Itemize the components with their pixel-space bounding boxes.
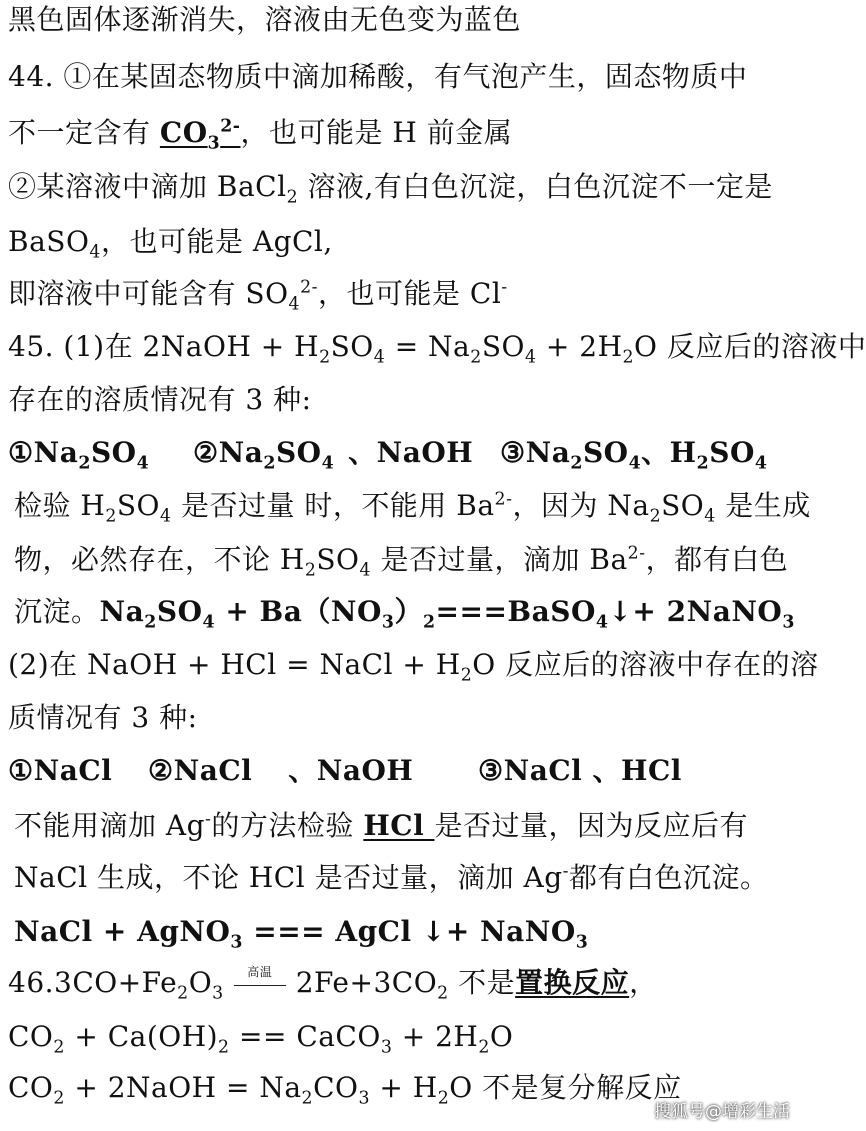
line-text: 黑色固体逐渐消失，溶液由无色变为蓝色 xyxy=(8,3,522,36)
line-text: 45. (1)在 2NaOH + H xyxy=(8,330,320,363)
line-text: ②某溶液中滴加 BaCl xyxy=(8,170,287,203)
text-line-44-part2-end: 即溶液中可能含有 $SO_4^{2-}$，也可能是 Cl- xyxy=(8,277,508,315)
line-text: 44. ①在某固态物质中滴加稀酸，有气泡产生，固态物质中 xyxy=(8,60,748,93)
text-line-45-hcl-test-cont: NaCl 生成，不论 HCl 是否过量，滴加 Ag-都有白色沉淀。 xyxy=(14,861,769,894)
line-text: ，也可能是 Cl xyxy=(318,277,502,310)
solute-case-3: $③Na_2SO_4$、$H_2SO_4$ xyxy=(500,436,768,474)
text-line-44-part1 xyxy=(8,57,747,97)
line-text: 质情况有 3 种: xyxy=(8,701,198,734)
watermark: 搜狐号@增彩生活 xyxy=(654,1102,790,1122)
text-line-1 xyxy=(8,0,521,40)
text-line-45-part1: 45. (1)在 2NaOH + $H_2SO_4 = Na_2SO_4 + 2H_2O$ 反应后的溶液中 xyxy=(8,330,866,368)
text-line-44-part2-cont: BaSO$_4$，也可能是 AgCl, xyxy=(8,225,333,263)
text-line-44-part2: ②某溶液中滴加 BaCl$_2$ 溶液,有白色沉淀，白色沉淀不一定是 xyxy=(8,170,773,208)
high-temperature-condition: 高温 xyxy=(230,963,290,1003)
barium-nitrate-equation: $Na_2SO_4$ + $Ba(NO_3)_2===BaSO_4↓+$ 2NaNO$_3$ xyxy=(99,595,795,633)
solute-case-nacl-2: ②NaCl 、NaOH xyxy=(148,754,414,787)
solute-case-2: $②Na_2SO_4$ 、NaOH xyxy=(193,436,474,474)
line-text: 存在的溶质情况有 3 种: xyxy=(8,383,312,416)
text-line-45-test-cont: 物，必然存在，不论 $H_2SO_4$ 是否过量，滴加 $Ba^{2-}$，都有白色 xyxy=(14,543,789,581)
line-text: 不一定含有 xyxy=(8,116,160,149)
line-text: 即溶液中可能含有 SO xyxy=(8,277,289,310)
text-line-44-part1-cont xyxy=(8,113,512,153)
text-line-45-equation: 沉淀。$Na_2SO_4$ + $Ba(NO_3)_2===BaSO_4↓+$ 2NaNO$_3$ xyxy=(14,595,795,633)
text-line-48: $CO_2$ + 2NaOH = $Na_2CO_3 + H_2O$ 不是复分解反应 xyxy=(8,1071,682,1109)
line-text: BaSO xyxy=(8,225,90,258)
text-line-45-part2: (2)在 NaOH + HCl = NaCl + $H_2O$ 反应后的溶液中存在的溶 xyxy=(8,648,819,686)
text-line-45-part2-cases xyxy=(8,698,198,738)
text-line-46: $46.3CO+Fe_2O_3$ 高温 $2Fe+3CO_2$ 不是置换反应， xyxy=(8,965,658,1004)
text-line-45-hcl-test: 不能用滴加 Ag-的方法检验 HCl 是否过量，因为反应后有 xyxy=(14,809,748,842)
hcl-underlined: HCl xyxy=(363,809,435,842)
text-line-47: $CO_2 + Ca(OH)_2$ == CaCO$_3$ + $2H_2O$ xyxy=(8,1020,514,1058)
solute-case-nacl-3: ③NaCl 、HCl xyxy=(478,754,682,787)
solute-case-nacl-1: ①NaCl xyxy=(8,754,113,787)
line-text: ，也可能是 AgCl, xyxy=(100,225,333,258)
solute-case-1: $①Na_2SO_4$ xyxy=(8,436,150,474)
text-line-45-test: 检验 $H_2SO_4$ 是否过量 时，不能用 $Ba^{2-}$，因为 $Na_2SO_4$ 是生成 xyxy=(14,489,811,527)
line-text: 溶液,有白色沉淀，白色沉淀不一定是 xyxy=(298,170,773,203)
carbonate-formula: $CO_3^{2-}$ xyxy=(159,116,241,154)
displacement-reaction-term: 置换反应 xyxy=(515,966,630,999)
line-text: ，也可能是 H 前金属 xyxy=(240,116,513,149)
text-line-45-cases xyxy=(8,380,312,420)
silver-nitrate-equation: NaCl + AgNO$_3$ === AgCl ↓+ NaNO$_3$ xyxy=(14,915,589,953)
